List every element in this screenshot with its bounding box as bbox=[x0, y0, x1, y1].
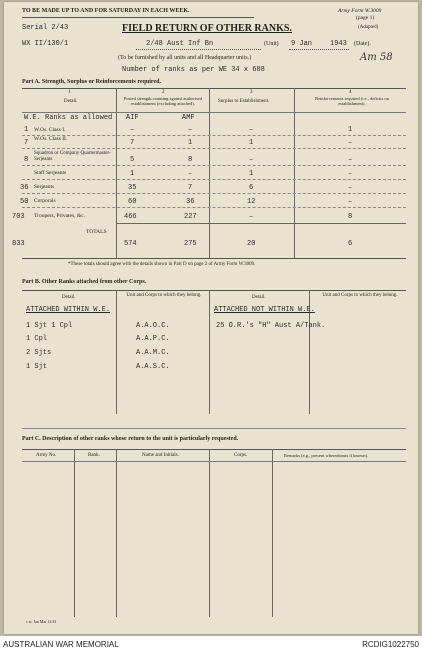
page-number: (page 1) bbox=[356, 15, 375, 21]
row-detail: Serjeants bbox=[34, 184, 55, 190]
col-number-4: 4 bbox=[349, 90, 352, 95]
part-b-unit: A.A.O.C. bbox=[136, 322, 170, 330]
row-aif: – bbox=[130, 126, 135, 134]
footer-reference: RCDIG1022750 bbox=[362, 640, 419, 649]
totals-reinf: 6 bbox=[348, 240, 353, 248]
row-separator bbox=[22, 148, 406, 149]
reference-number: WX II/130/1 bbox=[22, 40, 69, 48]
row-separator bbox=[22, 193, 406, 194]
part-c-top-rule bbox=[22, 449, 406, 450]
row-amf: – bbox=[188, 170, 193, 178]
row-amf: 8 bbox=[188, 156, 193, 164]
row-aif: 5 bbox=[130, 156, 135, 164]
army-form-number: Army Form W.3009 bbox=[338, 8, 382, 14]
printer-note: c.w. Jan Mar 12/41 bbox=[26, 619, 57, 624]
part-b-detail: 2 Sjts bbox=[26, 349, 52, 357]
unit-dotted-line bbox=[136, 49, 261, 50]
col-army-no: Army No. bbox=[36, 453, 57, 458]
col-remarks: Remarks (e.g., present whereabouts if known). bbox=[284, 453, 369, 458]
totals-allowed: 833 bbox=[12, 240, 25, 248]
row-surplus: – bbox=[249, 126, 254, 134]
row-allowed: 36 bbox=[20, 184, 29, 192]
part-c-header-rule bbox=[22, 461, 406, 462]
furnished-note: (To be furnished by all units and all Headquarter units.) bbox=[118, 55, 252, 61]
part-b-col-unit-left: Unit and Corps to which they belong. bbox=[126, 293, 202, 298]
col-number-2: 2 bbox=[162, 90, 165, 95]
col-number-3: 3 bbox=[250, 90, 253, 95]
part-b-col-detail-right: Detail. bbox=[252, 295, 266, 300]
part-b-top-rule bbox=[22, 290, 406, 291]
row-reinf: – bbox=[348, 184, 353, 192]
row-detail: Corporals bbox=[34, 198, 56, 204]
sub-header-amf: AMF bbox=[182, 114, 195, 122]
part-c-divider-4 bbox=[272, 449, 273, 617]
totals-rule bbox=[116, 223, 406, 224]
row-surplus: 1 bbox=[249, 170, 254, 178]
part-c-separator bbox=[22, 428, 406, 429]
form-page bbox=[4, 2, 418, 634]
unit-value: 2/48 Aust Inf Bn bbox=[146, 40, 214, 48]
row-surplus: 12 bbox=[247, 198, 256, 206]
part-a-heading: Part A. Strength, Surplus or Reinforcements required. bbox=[22, 79, 161, 85]
col-surplus-header: Surplus to Establishment. bbox=[218, 99, 270, 104]
row-separator bbox=[22, 165, 406, 166]
row-reinf: – bbox=[348, 139, 353, 147]
row-reinf: 1 bbox=[348, 126, 353, 134]
part-c-heading: Part C. Description of other ranks whose return to the unit is particularly requested. bbox=[22, 436, 239, 442]
part-c-divider-3 bbox=[209, 449, 210, 617]
date-dotted-line bbox=[289, 49, 349, 50]
year-value: 1943 bbox=[330, 40, 347, 48]
row-amf: 227 bbox=[184, 213, 197, 221]
row-aif: 7 bbox=[130, 139, 135, 147]
part-a-divider-1 bbox=[116, 88, 117, 258]
row-amf: 36 bbox=[186, 198, 195, 206]
part-b-unit: A.A.P.C. bbox=[136, 335, 170, 343]
part-b-detail-right: 25 O.R.'s "H" Aust A/Tank. bbox=[216, 322, 326, 330]
totals-aif: 574 bbox=[124, 240, 137, 248]
row-reinf: – bbox=[348, 198, 353, 206]
part-b-unit: A.A.M.C. bbox=[136, 349, 170, 357]
row-amf: – bbox=[188, 126, 193, 134]
sub-header-aif: AIF bbox=[126, 114, 139, 122]
row-reinf: – bbox=[348, 170, 353, 178]
totals-amf: 275 bbox=[184, 240, 197, 248]
form-title: FIELD RETURN OF OTHER RANKS. bbox=[122, 23, 292, 34]
part-a-divider-3 bbox=[294, 88, 295, 258]
row-amf: 7 bbox=[188, 184, 193, 192]
adapted-label: (Adapted) bbox=[358, 25, 379, 30]
totals-label: TOTALS bbox=[86, 229, 107, 235]
totals-footnote: *These totals should agree with the details shown in Part D on page 2 of Army Form W.3009. bbox=[68, 262, 256, 267]
col-number-1: 1 bbox=[68, 90, 71, 95]
part-b-heading: Part B. Other Ranks attached from other Corps. bbox=[22, 279, 147, 285]
part-a-divider-2 bbox=[209, 88, 210, 258]
row-allowed: 703 bbox=[12, 213, 25, 221]
part-a-header-rule bbox=[22, 112, 406, 113]
serial-number: Serial 2/43 bbox=[22, 24, 69, 32]
row-aif: 1 bbox=[130, 170, 135, 178]
totals-surplus: 20 bbox=[247, 240, 256, 248]
row-amf: 1 bbox=[188, 139, 193, 147]
row-surplus: 1 bbox=[249, 139, 254, 147]
row-aif: 35 bbox=[128, 184, 137, 192]
attached-not-within-title: ATTACHED NOT WITHIN W.E. bbox=[214, 306, 315, 314]
part-c-divider-2 bbox=[116, 449, 117, 617]
row-detail: Squadron or Company Quartermaster-Serjeants bbox=[34, 151, 111, 162]
footer-institution: AUSTRALIAN WAR MEMORIAL bbox=[3, 640, 119, 649]
row-surplus: – bbox=[249, 213, 254, 221]
col-posted-header: Posted strength counting against authorised establishment (excluding attached). bbox=[123, 96, 203, 106]
part-b-divider-2 bbox=[209, 290, 210, 414]
we-ranks-note: W.E. Ranks as allowed bbox=[24, 114, 113, 122]
row-reinf: – bbox=[348, 156, 353, 164]
row-surplus: 6 bbox=[249, 184, 254, 192]
col-name: Name and Initials. bbox=[142, 453, 179, 458]
unit-label: (Unit) bbox=[264, 41, 279, 47]
number-of-ranks: Number of ranks as per WE 34 x 688 bbox=[122, 66, 265, 74]
row-allowed: 8 bbox=[24, 156, 29, 164]
archive-footer bbox=[0, 636, 422, 654]
part-c-divider-1 bbox=[74, 449, 75, 617]
part-b-col-unit-right: Unit and Corps to which they belong. bbox=[322, 293, 398, 298]
row-aif: 466 bbox=[124, 213, 137, 221]
part-b-divider-1 bbox=[116, 290, 117, 414]
row-detail: W.Os. Class II. bbox=[34, 136, 68, 142]
row-separator bbox=[22, 135, 406, 136]
date-label: (Date). bbox=[354, 41, 371, 47]
col-rank: Rank. bbox=[88, 453, 100, 458]
part-b-detail: 1 Sjt bbox=[26, 363, 48, 371]
row-separator bbox=[22, 207, 406, 208]
col-corps: Corps. bbox=[234, 453, 248, 458]
row-allowed: 1 bbox=[24, 126, 29, 134]
row-allowed: 7 bbox=[24, 139, 29, 147]
date-value: 9 Jan bbox=[291, 40, 313, 48]
row-detail: Troopers, Privates, &c. bbox=[34, 213, 85, 219]
col-detail-header: Detail. bbox=[64, 99, 78, 104]
part-a-top-rule bbox=[22, 88, 406, 89]
top-instruction: TO BE MADE UP TO AND FOR SATURDAY IN EACH WEEK. bbox=[22, 8, 190, 14]
part-b-col-detail-left: Detail. bbox=[62, 295, 76, 300]
top-underline bbox=[22, 17, 254, 18]
row-separator bbox=[22, 179, 406, 180]
row-surplus: – bbox=[249, 156, 254, 164]
part-a-bottom-rule bbox=[22, 258, 406, 259]
part-b-unit: A.A.S.C. bbox=[136, 363, 170, 371]
row-detail: Staff Serjeants bbox=[34, 170, 67, 176]
row-detail: W.Os. Class I. bbox=[34, 127, 66, 133]
col-reinf-header: Reinforcements required (i.e., deficits on establishment). bbox=[315, 96, 389, 106]
row-aif: 60 bbox=[128, 198, 137, 206]
attached-within-title: ATTACHED WITHIN W.E. bbox=[26, 306, 111, 314]
part-b-detail: 1 Cpl bbox=[26, 335, 48, 343]
row-allowed: 50 bbox=[20, 198, 29, 206]
row-reinf: 8 bbox=[348, 213, 353, 221]
handwritten-annotation: Am 58 bbox=[360, 52, 393, 63]
part-b-detail: 1 Sjt 1 Cpl bbox=[26, 322, 73, 330]
